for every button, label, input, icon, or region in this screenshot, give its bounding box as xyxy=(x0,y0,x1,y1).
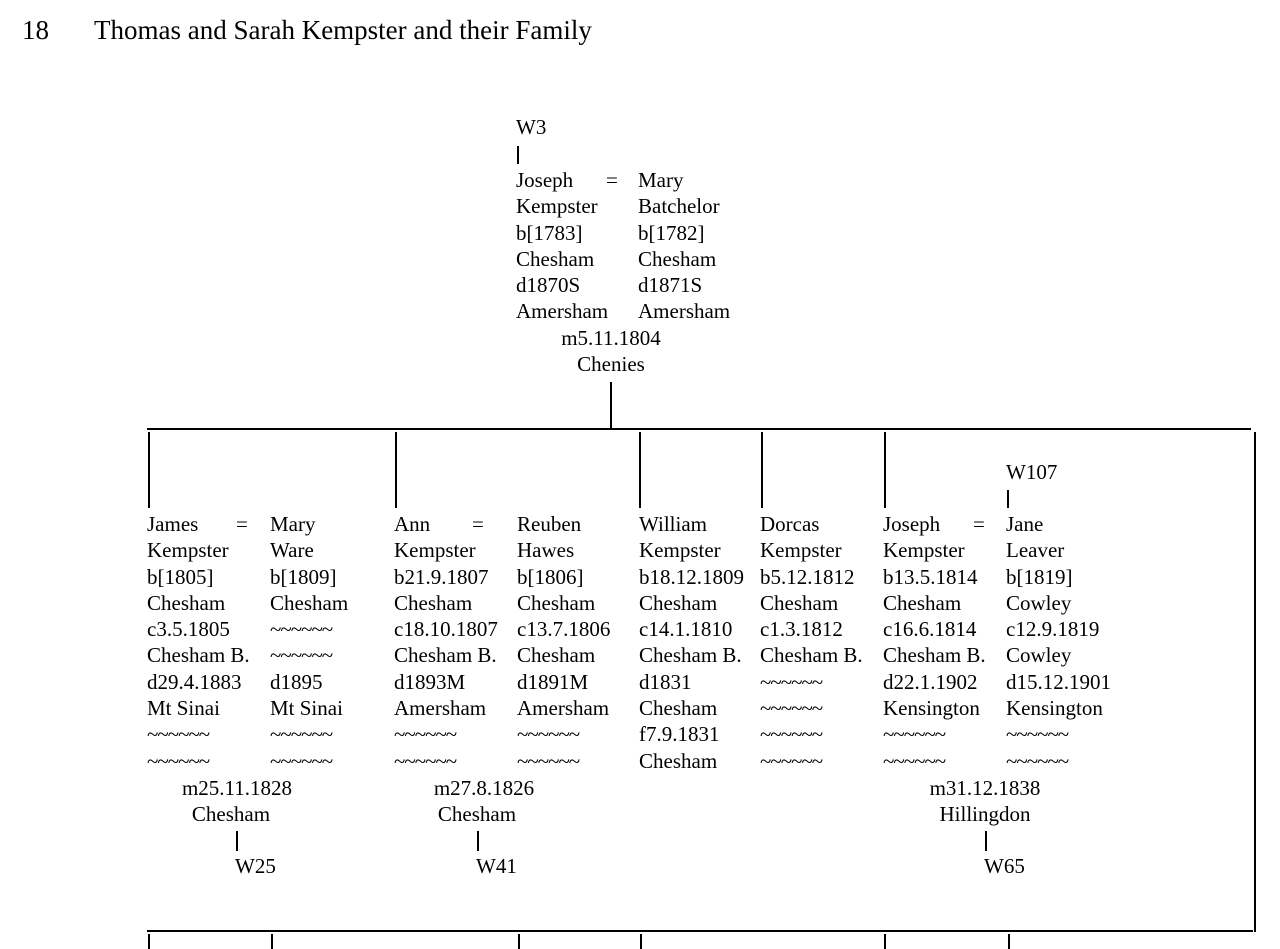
spouse-ref-connector xyxy=(1007,490,1009,508)
person-line: Chesham B. xyxy=(760,643,863,668)
person-line: b[1806] xyxy=(517,564,584,589)
person-line: b13.5.1814 xyxy=(883,564,978,589)
person-line: ~~~~~~ xyxy=(760,748,823,773)
next-drop-line xyxy=(1008,934,1010,949)
descendant-ref: W25 xyxy=(235,854,276,878)
next-drop-line xyxy=(148,934,150,949)
person-line: ~~~~~~ xyxy=(270,722,333,747)
descent-connector xyxy=(477,831,479,851)
person-line: Reuben xyxy=(517,512,582,536)
sibling-line xyxy=(147,428,1251,430)
person-line: Chesham xyxy=(639,748,718,773)
mother-line: d1871S xyxy=(638,273,703,298)
person-line: ~~~~~~ xyxy=(760,669,823,694)
page-number: 18 xyxy=(22,15,49,45)
person-line: Chesham B. xyxy=(883,643,986,668)
person-line: c3.5.1805 xyxy=(147,617,230,642)
child-drop-line xyxy=(884,432,886,508)
child-drop-line xyxy=(148,432,150,508)
person-line: c13.7.1806 xyxy=(517,617,611,642)
parents-marriage-date: m5.11.1804 xyxy=(561,326,661,350)
marriage-sign: = xyxy=(472,512,484,536)
spouse-jane-leaver-column xyxy=(1006,511,1111,774)
child-dorcas-column xyxy=(760,511,863,774)
next-drop-line xyxy=(640,934,642,949)
spouse-mary-ware-column xyxy=(270,511,348,774)
person-line: Chesham xyxy=(394,590,473,615)
person-line: d1831 xyxy=(639,669,692,694)
child-drop-line xyxy=(395,432,397,508)
person-line: ~~~~~~ xyxy=(883,748,946,773)
father-line: d1870S xyxy=(516,273,581,298)
person-line: b[1805] xyxy=(147,564,214,589)
right-continuation-line xyxy=(1254,432,1256,932)
person-line: Chesham xyxy=(517,643,596,668)
person-line: Chesham xyxy=(147,590,226,615)
child-drop-line xyxy=(761,432,763,508)
father-line: b[1783] xyxy=(516,220,583,245)
person-line: Mt Sinai xyxy=(147,696,220,721)
person-line: ~~~~~~ xyxy=(270,617,333,642)
next-drop-line xyxy=(518,934,520,949)
person-line: Chesham xyxy=(760,590,839,615)
person-line: Chesham B. xyxy=(394,643,497,668)
descent-connector xyxy=(985,831,987,851)
person-line: b[1819] xyxy=(1006,564,1073,589)
person-line: Ann xyxy=(394,512,431,536)
child-william-column xyxy=(639,511,744,774)
person-line: d1893M xyxy=(394,669,466,694)
marriage-place: Chesham xyxy=(437,802,517,826)
descendant-ref: W41 xyxy=(476,854,517,878)
person-line: ~~~~~~ xyxy=(1006,722,1069,747)
father-line: Chesham xyxy=(516,246,595,271)
next-generation-line xyxy=(147,930,1253,932)
child-joseph-column xyxy=(883,511,986,774)
parents-marriage-place: Chenies xyxy=(577,352,645,376)
person-line: Kempster xyxy=(394,538,476,563)
person-line: b18.12.1809 xyxy=(639,564,744,589)
child-drop-line xyxy=(639,432,641,508)
person-line: Chesham xyxy=(639,590,718,615)
person-line: b5.12.1812 xyxy=(760,564,855,589)
person-line: c16.6.1814 xyxy=(883,617,977,642)
person-line: Amersham xyxy=(517,696,610,721)
person-line: Kempster xyxy=(883,538,965,563)
person-line: ~~~~~~ xyxy=(394,748,457,773)
mother-line: Mary xyxy=(638,168,684,192)
person-line: Mt Sinai xyxy=(270,696,343,721)
person-line: Cowley xyxy=(1006,643,1072,668)
person-line: b[1809] xyxy=(270,564,337,589)
marriage-date: m25.11.1828 xyxy=(181,776,293,800)
person-line: ~~~~~~ xyxy=(147,748,210,773)
parents-ref: W3 xyxy=(516,115,547,139)
person-line: Chesham xyxy=(639,696,718,721)
person-line: Dorcas xyxy=(760,512,820,536)
person-line: c14.1.1810 xyxy=(639,617,733,642)
person-line: d29.4.1883 xyxy=(147,669,242,694)
person-line: William xyxy=(639,512,707,536)
person-line: c12.9.1819 xyxy=(1006,617,1100,642)
marriage-date: m27.8.1826 xyxy=(433,776,535,800)
descendant-ref: W65 xyxy=(984,854,1025,878)
person-line: ~~~~~~ xyxy=(1006,748,1069,773)
person-line: d22.1.1902 xyxy=(883,669,978,694)
father-line: Amersham xyxy=(516,299,609,324)
person-line: Chesham xyxy=(270,590,349,615)
person-line: ~~~~~~ xyxy=(883,722,946,747)
person-line: ~~~~~~ xyxy=(270,748,333,773)
person-line: Kempster xyxy=(147,538,229,563)
person-line: b21.9.1807 xyxy=(394,564,489,589)
person-line: c18.10.1807 xyxy=(394,617,498,642)
marriage-place: Hillingdon xyxy=(939,802,1031,826)
person-line: ~~~~~~ xyxy=(147,722,210,747)
person-line: Ware xyxy=(270,538,314,563)
page-title: Thomas and Sarah Kempster and their Family xyxy=(94,15,592,45)
person-line: Mary xyxy=(270,512,316,536)
person-line: James xyxy=(147,512,199,536)
father-line: Kempster xyxy=(516,194,598,219)
mother-line: Batchelor xyxy=(638,194,720,219)
mother-line: Amersham xyxy=(638,299,731,324)
mother-line: Chesham xyxy=(638,246,717,271)
parents-descent-line xyxy=(610,382,612,430)
spouse-ref: W107 xyxy=(1006,460,1058,484)
person-line: ~~~~~~ xyxy=(760,722,823,747)
person-line: Kensington xyxy=(1006,696,1103,721)
next-drop-line xyxy=(884,934,886,949)
person-line: Hawes xyxy=(517,538,575,563)
parents-marriage-sign: = xyxy=(606,168,618,192)
father-line: Joseph xyxy=(516,168,574,192)
person-line: Kempster xyxy=(760,538,842,563)
person-line: Chesham xyxy=(517,590,596,615)
person-line: Amersham xyxy=(394,696,487,721)
marriage-date: m31.12.1838 xyxy=(929,776,1041,800)
mother-line: b[1782] xyxy=(638,220,705,245)
person-line: ~~~~~~ xyxy=(270,643,333,668)
person-line: d1895 xyxy=(270,669,323,694)
child-ann-column xyxy=(394,511,498,774)
descent-connector xyxy=(236,831,238,851)
person-line: Jane xyxy=(1006,512,1044,536)
person-line: ~~~~~~ xyxy=(517,722,580,747)
person-line: d15.12.1901 xyxy=(1006,669,1111,694)
mother-column xyxy=(638,167,730,325)
spouse-reuben-hawes-column xyxy=(517,511,610,774)
next-drop-line xyxy=(271,934,273,949)
person-line: Chesham xyxy=(883,590,962,615)
person-line: d1891M xyxy=(517,669,589,694)
marriage-sign: = xyxy=(236,512,248,536)
parents-ref-connector xyxy=(517,146,519,164)
person-line: ~~~~~~ xyxy=(394,722,457,747)
person-line: Chesham B. xyxy=(147,643,250,668)
father-column xyxy=(516,167,608,325)
marriage-place: Chesham xyxy=(191,802,271,826)
child-james-column xyxy=(147,511,250,774)
person-line: Kensington xyxy=(883,696,980,721)
person-line: c1.3.1812 xyxy=(760,617,843,642)
person-line: ~~~~~~ xyxy=(517,748,580,773)
person-line: ~~~~~~ xyxy=(760,696,823,721)
person-line: Cowley xyxy=(1006,590,1072,615)
person-line: Chesham B. xyxy=(639,643,742,668)
person-line: Leaver xyxy=(1006,538,1065,563)
person-line: Kempster xyxy=(639,538,721,563)
marriage-sign: = xyxy=(973,512,985,536)
person-line: Joseph xyxy=(883,512,941,536)
person-line: f7.9.1831 xyxy=(639,722,720,747)
